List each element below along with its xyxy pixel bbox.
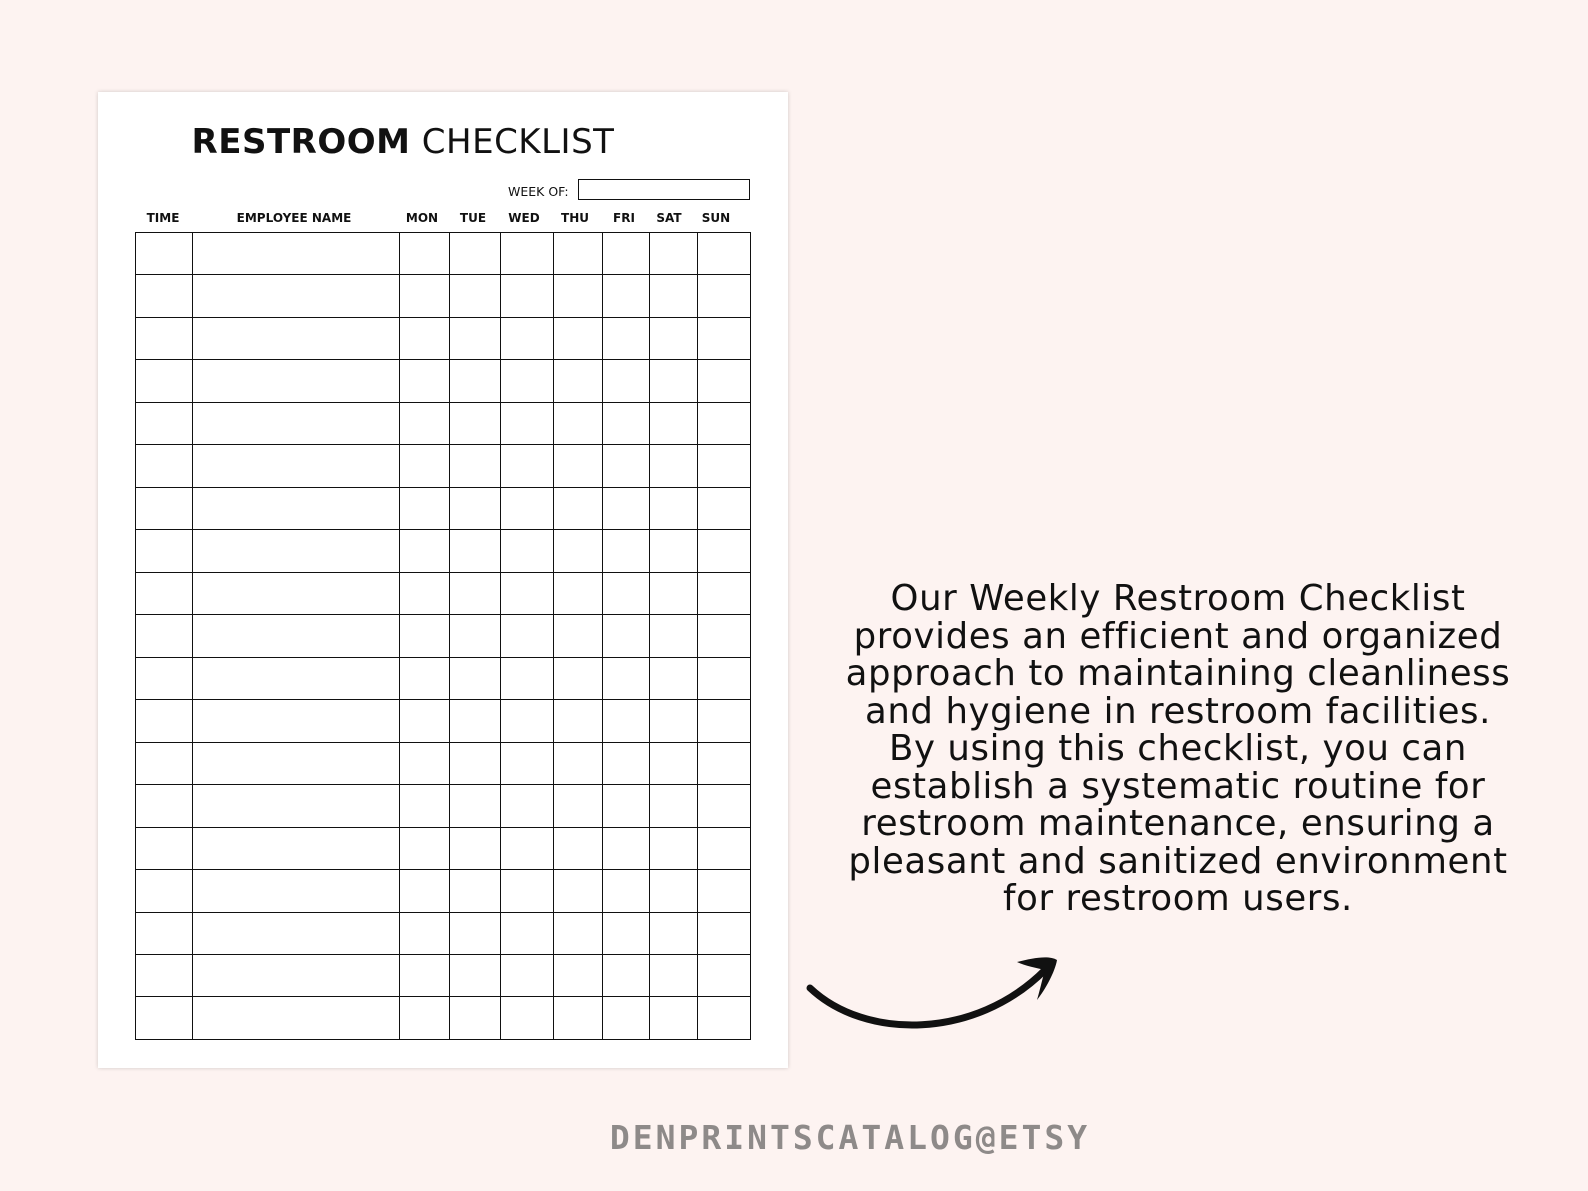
table-cell[interactable]: [650, 445, 698, 487]
table-cell[interactable]: [501, 615, 554, 657]
table-row: [136, 912, 751, 954]
description-line: Our Weekly Restroom Checklist: [890, 578, 1466, 619]
table-cell[interactable]: [554, 870, 603, 912]
table-cell[interactable]: [400, 615, 450, 657]
table-cell[interactable]: [554, 572, 603, 614]
table-cell[interactable]: [193, 700, 400, 742]
table-cell[interactable]: [136, 487, 193, 529]
table-cell[interactable]: [603, 233, 650, 275]
table-cell[interactable]: [698, 827, 751, 869]
week-of-label: WEEK OF:: [508, 184, 569, 199]
table-cell[interactable]: [400, 445, 450, 487]
table-row: [136, 445, 751, 487]
table-cell[interactable]: [554, 487, 603, 529]
description-line: establish a systematic routine for: [870, 765, 1486, 807]
column-header-time: TIME: [146, 211, 180, 225]
table-cell[interactable]: [400, 870, 450, 912]
table-row: [136, 870, 751, 912]
description-line: restroom maintenance, ensuring a: [861, 803, 1495, 844]
table-cell[interactable]: [136, 997, 193, 1040]
checklist-sheet: [98, 92, 788, 1068]
table-cell[interactable]: [400, 700, 450, 742]
table-cell[interactable]: [650, 785, 698, 827]
table-cell[interactable]: [698, 360, 751, 402]
column-header-mon: MON: [405, 211, 439, 225]
table-cell[interactable]: [136, 317, 193, 359]
table-cell[interactable]: [698, 275, 751, 317]
table-cell[interactable]: [650, 912, 698, 954]
table-cell[interactable]: [501, 487, 554, 529]
table-row: [136, 742, 751, 784]
table-cell[interactable]: [193, 360, 400, 402]
table-cell[interactable]: [193, 572, 400, 614]
table-cell[interactable]: [650, 997, 698, 1040]
table-cell[interactable]: [501, 233, 554, 275]
table-cell[interactable]: [554, 360, 603, 402]
table-cell[interactable]: [650, 870, 698, 912]
table-cell[interactable]: [501, 530, 554, 572]
table-cell[interactable]: [698, 954, 751, 996]
table-row: [136, 530, 751, 572]
table-cell[interactable]: [501, 445, 554, 487]
table-cell[interactable]: [193, 402, 400, 444]
table-cell[interactable]: [650, 317, 698, 359]
title-bold: RESTROOM: [191, 122, 411, 162]
table-cell[interactable]: [603, 275, 650, 317]
table-cell[interactable]: [650, 615, 698, 657]
table-cell[interactable]: [136, 912, 193, 954]
sheet-title: [98, 122, 708, 162]
table-cell[interactable]: [554, 275, 603, 317]
table-cell[interactable]: [603, 827, 650, 869]
table-row: [136, 700, 751, 742]
table-cell[interactable]: [603, 317, 650, 359]
table-cell[interactable]: [450, 445, 501, 487]
table-row: [136, 997, 751, 1040]
table-cell[interactable]: [603, 530, 650, 572]
table-row: [136, 233, 751, 275]
description: [838, 580, 1518, 918]
table-cell[interactable]: [554, 402, 603, 444]
table-cell[interactable]: [698, 870, 751, 912]
table-cell[interactable]: [136, 827, 193, 869]
column-header-tue: TUE: [459, 211, 487, 225]
table-cell[interactable]: [501, 360, 554, 402]
table-cell[interactable]: [193, 785, 400, 827]
table-cell[interactable]: [400, 233, 450, 275]
table-cell[interactable]: [501, 742, 554, 784]
table-cell[interactable]: [193, 827, 400, 869]
table-cell[interactable]: [603, 657, 650, 699]
table-cell[interactable]: [136, 275, 193, 317]
table-cell[interactable]: [698, 785, 751, 827]
table-cell[interactable]: [554, 954, 603, 996]
table-cell[interactable]: [136, 615, 193, 657]
table-cell[interactable]: [650, 700, 698, 742]
table-cell[interactable]: [554, 615, 603, 657]
shop-footer: DENPRINTSCATALOG@ETSY: [609, 1118, 1091, 1157]
table-cell[interactable]: [450, 317, 501, 359]
table-row: [136, 275, 751, 317]
table-cell[interactable]: [450, 870, 501, 912]
table-cell[interactable]: [450, 275, 501, 317]
table-cell[interactable]: [501, 317, 554, 359]
description-line: pleasant and sanitized environment: [848, 840, 1508, 882]
table-cell[interactable]: [650, 827, 698, 869]
curved-arrow-icon: [805, 950, 1075, 1050]
table-row: [136, 615, 751, 657]
table-row: [136, 317, 751, 359]
table-cell[interactable]: [501, 870, 554, 912]
table-cell[interactable]: [501, 402, 554, 444]
table-cell[interactable]: [554, 317, 603, 359]
description-line: By using this checklist, you can: [888, 728, 1467, 769]
table-cell[interactable]: [193, 530, 400, 572]
table-cell[interactable]: [698, 742, 751, 784]
table-row: [136, 785, 751, 827]
table-cell[interactable]: [698, 402, 751, 444]
column-header-thu: THU: [561, 211, 589, 225]
table-cell[interactable]: [698, 317, 751, 359]
table-cell[interactable]: [501, 954, 554, 996]
table-cell[interactable]: [698, 997, 751, 1040]
table-cell[interactable]: [136, 572, 193, 614]
table-cell[interactable]: [501, 572, 554, 614]
table-cell[interactable]: [136, 360, 193, 402]
table-cell[interactable]: [650, 360, 698, 402]
table-cell[interactable]: [501, 657, 554, 699]
table-cell[interactable]: [450, 402, 501, 444]
table-cell[interactable]: [603, 445, 650, 487]
table-cell[interactable]: [698, 700, 751, 742]
table-cell[interactable]: [193, 487, 400, 529]
column-header-sun: SUN: [701, 211, 731, 225]
table-cell[interactable]: [650, 742, 698, 784]
description-line: provides an efficient and organized: [853, 615, 1503, 657]
table-cell[interactable]: [554, 827, 603, 869]
column-header-sat: SAT: [656, 211, 682, 225]
table-row: [136, 360, 751, 402]
table-cell[interactable]: [450, 997, 501, 1040]
table-cell[interactable]: [136, 233, 193, 275]
table-row: [136, 827, 751, 869]
table-cell[interactable]: [400, 487, 450, 529]
table-cell[interactable]: [400, 572, 450, 614]
table-cell[interactable]: [193, 275, 400, 317]
table-cell[interactable]: [450, 742, 501, 784]
table-cell[interactable]: [136, 870, 193, 912]
table-cell[interactable]: [603, 700, 650, 742]
table-cell[interactable]: [193, 742, 400, 784]
table-cell[interactable]: [400, 827, 450, 869]
column-header-fri: FRI: [613, 211, 635, 225]
table-cell[interactable]: [603, 997, 650, 1040]
table-cell[interactable]: [136, 402, 193, 444]
table-cell[interactable]: [400, 360, 450, 402]
table-cell[interactable]: [193, 912, 400, 954]
table-cell[interactable]: [554, 742, 603, 784]
table-cell[interactable]: [554, 785, 603, 827]
table-cell[interactable]: [136, 742, 193, 784]
table-cell[interactable]: [554, 657, 603, 699]
table-cell[interactable]: [193, 997, 400, 1040]
table-cell[interactable]: [450, 912, 501, 954]
table-cell[interactable]: [450, 530, 501, 572]
table-cell[interactable]: [501, 827, 554, 869]
table-cell[interactable]: [603, 572, 650, 614]
table-cell[interactable]: [136, 700, 193, 742]
table-cell[interactable]: [193, 233, 400, 275]
table-cell[interactable]: [136, 530, 193, 572]
table-cell[interactable]: [136, 657, 193, 699]
table-cell[interactable]: [400, 785, 450, 827]
title-light: CHECKLIST: [421, 122, 615, 162]
table-cell[interactable]: [603, 954, 650, 996]
table-cell[interactable]: [650, 487, 698, 529]
table-cell[interactable]: [450, 615, 501, 657]
table-cell[interactable]: [400, 317, 450, 359]
table-cell[interactable]: [554, 700, 603, 742]
table-cell[interactable]: [501, 912, 554, 954]
table-cell[interactable]: [136, 785, 193, 827]
table-cell[interactable]: [603, 360, 650, 402]
table-row: [136, 487, 751, 529]
table-cell[interactable]: [450, 827, 501, 869]
table-cell[interactable]: [650, 275, 698, 317]
table-row: [136, 657, 751, 699]
table-cell[interactable]: [698, 615, 751, 657]
table-cell[interactable]: [400, 402, 450, 444]
table-cell[interactable]: [603, 785, 650, 827]
table-cell[interactable]: [450, 233, 501, 275]
table-cell[interactable]: [193, 445, 400, 487]
table-cell[interactable]: [698, 233, 751, 275]
table-cell[interactable]: [193, 657, 400, 699]
table-cell[interactable]: [450, 785, 501, 827]
table-cell[interactable]: [603, 402, 650, 444]
table-cell[interactable]: [400, 997, 450, 1040]
table-cell[interactable]: [554, 912, 603, 954]
table-cell[interactable]: [603, 615, 650, 657]
table-cell[interactable]: [698, 487, 751, 529]
table-row: [136, 572, 751, 614]
table-cell[interactable]: [136, 954, 193, 996]
table-cell[interactable]: [698, 445, 751, 487]
table-cell[interactable]: [193, 870, 400, 912]
table-cell[interactable]: [450, 572, 501, 614]
table-cell[interactable]: [698, 912, 751, 954]
table-cell[interactable]: [603, 742, 650, 784]
table-cell[interactable]: [400, 275, 450, 317]
table-cell[interactable]: [400, 530, 450, 572]
table-cell[interactable]: [400, 954, 450, 996]
table-cell[interactable]: [136, 445, 193, 487]
table-cell[interactable]: [603, 912, 650, 954]
table-cell[interactable]: [650, 954, 698, 996]
checklist-grid: [135, 232, 751, 1040]
table-cell[interactable]: [554, 233, 603, 275]
table-cell[interactable]: [450, 360, 501, 402]
table-cell[interactable]: [554, 445, 603, 487]
table-cell[interactable]: [501, 997, 554, 1040]
table-cell[interactable]: [650, 402, 698, 444]
table-cell[interactable]: [650, 657, 698, 699]
table-cell[interactable]: [450, 700, 501, 742]
description-line: approach to maintaining cleanliness: [845, 653, 1511, 694]
table-cell[interactable]: [450, 487, 501, 529]
table-cell[interactable]: [698, 530, 751, 572]
table-cell[interactable]: [450, 657, 501, 699]
description-line: and hygiene in restroom facilities.: [864, 690, 1492, 732]
table-cell[interactable]: [698, 572, 751, 614]
table-cell[interactable]: [554, 530, 603, 572]
table-cell[interactable]: [193, 615, 400, 657]
table-cell[interactable]: [193, 954, 400, 996]
table-cell[interactable]: [554, 997, 603, 1040]
column-header-employee-name: EMPLOYEE NAME: [236, 211, 352, 225]
table-cell[interactable]: [603, 870, 650, 912]
table-cell[interactable]: [400, 657, 450, 699]
table-cell[interactable]: [400, 742, 450, 784]
table-row: [136, 402, 751, 444]
table-cell[interactable]: [650, 233, 698, 275]
column-header-wed: WED: [508, 211, 540, 225]
table-cell[interactable]: [501, 275, 554, 317]
table-cell[interactable]: [603, 487, 650, 529]
week-of-field[interactable]: [578, 179, 750, 200]
table-row: [136, 954, 751, 996]
description-line: for restroom users.: [1003, 878, 1353, 919]
table-cell[interactable]: [501, 700, 554, 742]
table-cell[interactable]: [501, 785, 554, 827]
table-cell[interactable]: [698, 657, 751, 699]
table-cell[interactable]: [450, 954, 501, 996]
table-cell[interactable]: [650, 530, 698, 572]
table-cell[interactable]: [400, 912, 450, 954]
table-cell[interactable]: [193, 317, 400, 359]
table-cell[interactable]: [650, 572, 698, 614]
